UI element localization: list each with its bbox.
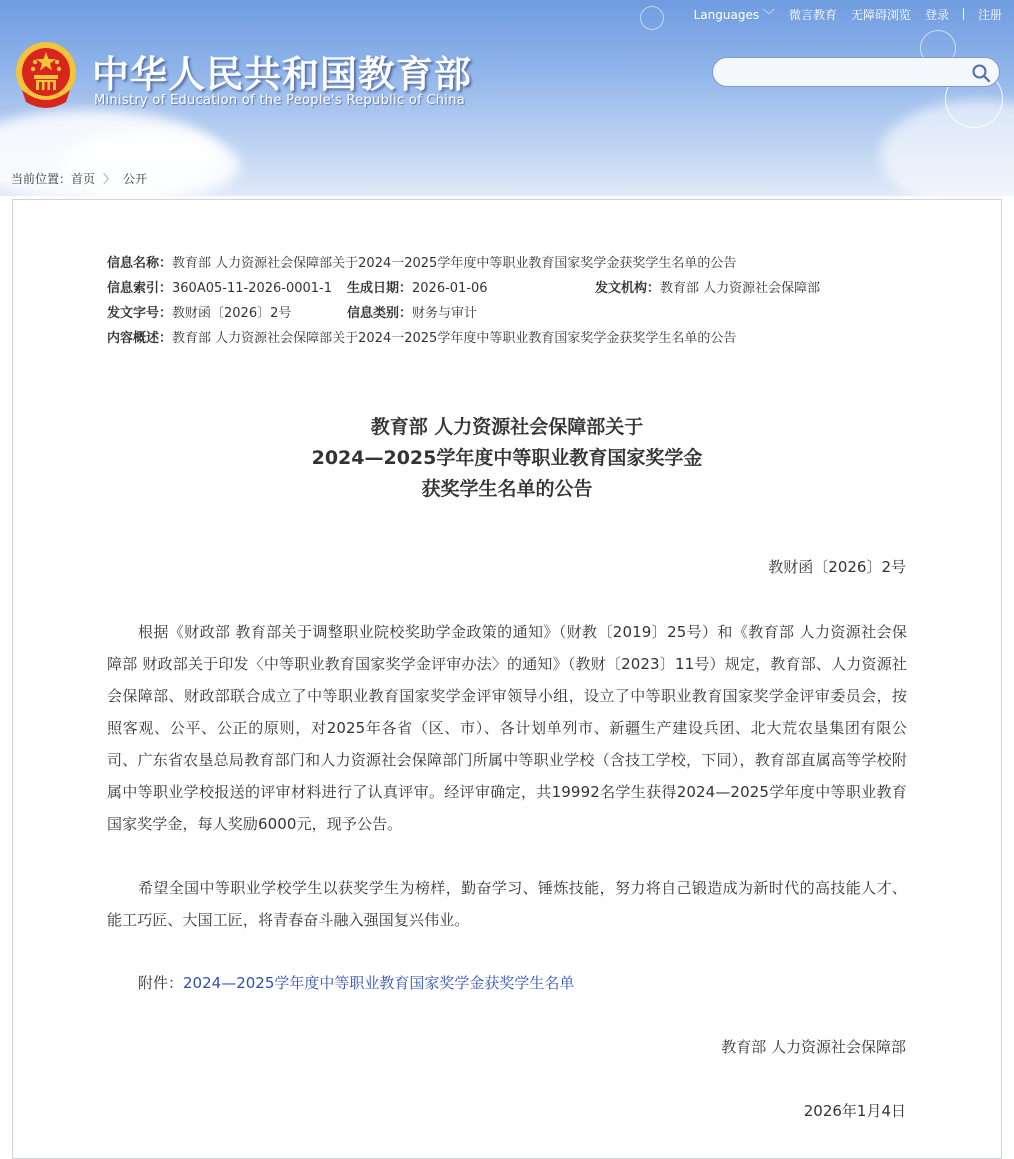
meta-name-label: 信息名称： [107, 256, 173, 271]
article-title-line: 2024—2025学年度中等职业教育国家奖学金 [311, 447, 703, 469]
breadcrumb [11, 170, 147, 187]
dandelion-decoration [640, 6, 664, 30]
accessibility-link[interactable]: 无障碍浏览 [850, 7, 911, 22]
top-nav [694, 5, 1002, 23]
meta-date-row [347, 277, 488, 296]
meta-name-row [107, 252, 736, 271]
languages-label: Languages [693, 7, 760, 22]
meta-category-value: 财务与审计 [412, 306, 478, 321]
meta-docno-label: 发文字号： [107, 306, 173, 321]
meta-summary-row [107, 327, 736, 346]
search-icon[interactable] [971, 63, 991, 83]
site-subtitle: Ministry of Education of the People's Republic of China [94, 93, 466, 108]
weiyan-link[interactable]: 微言教育 [788, 7, 837, 22]
article-title-line: 获奖学生名单的公告 [421, 478, 593, 500]
meta-docno-value: 教财函〔2026〕2号 [172, 306, 292, 321]
article-title-line: 教育部 人力资源社会保障部关于 [370, 416, 644, 438]
article-paragraph: 根据《财政部 教育部关于调整职业院校奖助学金政策的通知》（财教〔2019〕25号）和《教育部 人力资源社会保障部 财政部关于印发〈中等职业教育国家奖学金评审办法〉的通知》（教财〔2023〕11号）规定，教育部、人力资源社会保障部、财政部联合成立了中等职业教育国家奖学金评审领导小组，设立了中等职业教育国家奖学金评审委员会，按照客观、公平、公正的原则，对2025年各省（区、市）、各计划单列市、新疆生产建设兵团、北大荒农垦集团有限公司、广东省农垦总局教育部门和人力资源社会保障部门所属中等职业学校（含技工学校，下同），教育部直属高等学校附属中等职业学校报送的评审材料进行了认真评审。经评审确定，共19992名学生获得2024—2025学年度中等职业教育国家奖学金，每人奖励6000元，现予公告。 [107, 623, 907, 833]
meta-date-label: 生成日期： [347, 281, 413, 296]
meta-summary-label: 内容概述： [107, 331, 173, 346]
meta-name-value: 教育部 人力资源社会保障部关于2024一2025学年度中等职业教育国家奖学金获奖学生名单的公告 [172, 256, 737, 271]
login-link[interactable]: 登录 [924, 7, 949, 22]
meta-category-row [347, 302, 477, 321]
meta-category-label: 信息类别： [347, 306, 413, 321]
breadcrumb-current[interactable]: 公开 [123, 172, 148, 186]
breadcrumb-separator: 〉 [103, 172, 116, 186]
article-paragraph: 希望全国中等职业学校学生以获奖学生为榜样，勤奋学习、锤炼技能，努力将自己锻造成为新时代的高技能人才、能工巧匠、大国工匠，将青春奋斗融入强国复兴伟业。 [107, 879, 907, 929]
meta-date-value: 2026-01-06 [412, 281, 488, 296]
chevron-down-icon: ﹀ [762, 7, 775, 22]
doc-number: 教财函〔2026〕2号 [768, 558, 906, 576]
site-title[interactable]: 中华人民共和国教育部 [92, 53, 472, 96]
breadcrumb-home[interactable]: 首页 [71, 172, 96, 186]
search-box [712, 57, 1000, 87]
meta-index-label: 信息索引： [107, 281, 173, 296]
register-link[interactable]: 注册 [977, 7, 1002, 22]
site-header [0, 0, 1014, 196]
search-input[interactable] [725, 62, 965, 84]
languages-menu[interactable] [694, 6, 775, 23]
attachment-label: 附件： [138, 974, 184, 992]
meta-issuer-value: 教育部 人力资源社会保障部 [660, 281, 821, 296]
meta-index-value: 360A05-11-2026-0001-1 [172, 281, 333, 296]
signature-organization: 教育部 人力资源社会保障部 [721, 1038, 906, 1056]
signature-date: 2026年1月4日 [803, 1102, 906, 1120]
meta-summary-value: 教育部 人力资源社会保障部关于2024一2025学年度中等职业教育国家奖学金获奖学生名单的公告 [172, 331, 737, 346]
meta-issuer-label: 发文机构： [595, 281, 661, 296]
meta-index-row [107, 277, 332, 296]
meta-docno-row [107, 302, 291, 321]
national-emblem-icon[interactable] [14, 40, 78, 110]
breadcrumb-prefix: 当前位置： [11, 172, 72, 186]
nav-divider [963, 8, 964, 20]
article-title [107, 412, 907, 505]
attachment-link[interactable]: 2024—2025学年度中等职业教育国家奖学金获奖学生名单 [183, 974, 575, 992]
meta-issuer-row [595, 277, 820, 296]
attachment-line [138, 972, 574, 993]
